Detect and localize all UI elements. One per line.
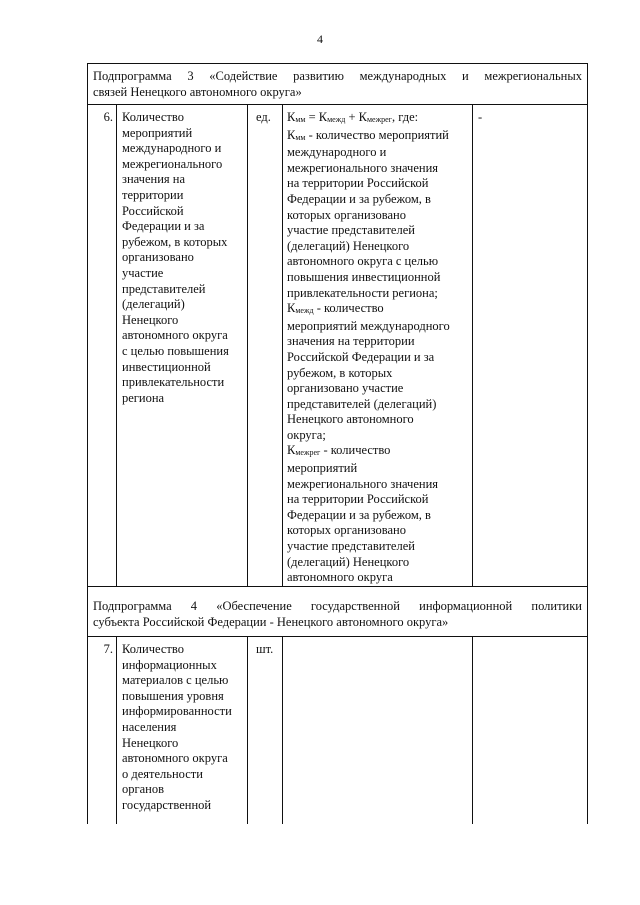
row6-name-line: представителей bbox=[122, 281, 206, 296]
formula-eq: = К bbox=[305, 110, 328, 124]
table-divider-sub3 bbox=[87, 104, 588, 105]
row6-number: 6. bbox=[103, 110, 113, 124]
row6-formula-description-line: автономного округа bbox=[287, 570, 393, 585]
row6-name-line: Федерации и за bbox=[122, 219, 205, 234]
row6-name-line: территории bbox=[122, 187, 184, 202]
formula-sub-mm: мм bbox=[295, 115, 306, 124]
row7-unit: шт. bbox=[256, 642, 274, 656]
row7-name-line: повышения уровня bbox=[122, 688, 224, 703]
row7-name-line: Ненецкого bbox=[122, 735, 179, 750]
row6-col-divider-formula bbox=[282, 104, 283, 586]
row6-name-line: мероприятий bbox=[122, 125, 193, 140]
row6-formula-description-line: Федерации и за рубежом, в bbox=[287, 191, 431, 206]
formula-plus: + К bbox=[345, 110, 367, 124]
row7-indicator-name bbox=[122, 642, 246, 814]
row6-col-divider-unit bbox=[247, 104, 248, 586]
row7-name-line: материалов с целью bbox=[122, 673, 229, 688]
subprogram-3-line-1: Подпрограмма 3 «Содействие развитию международных и межрегиональных bbox=[93, 69, 582, 83]
subprogram-3-heading bbox=[93, 69, 582, 100]
row6-formula-description-line: которых организовано bbox=[287, 207, 406, 222]
row6-formula bbox=[287, 110, 471, 586]
row7-name-line: о деятельности bbox=[122, 766, 203, 781]
row6-name-line: значения на bbox=[122, 172, 186, 187]
row6-formula-description-line: Российской Федерации и за bbox=[287, 349, 435, 364]
row6-formula-description-line: международного и bbox=[287, 145, 387, 160]
row6-formula-description-line: организовано участие bbox=[287, 381, 404, 396]
row7-number: 7. bbox=[103, 642, 113, 656]
subprogram-4-line-2: субъекта Российской Федерации - Ненецкого автономного округа» bbox=[93, 614, 449, 629]
row6-formula-description-line: (делегаций) Ненецкого bbox=[287, 238, 410, 253]
table-border-right bbox=[587, 63, 588, 824]
row7-name-line: государственной bbox=[122, 797, 212, 812]
row6-formula-description-line: участие представителей bbox=[287, 223, 415, 238]
row7-name-line: населения bbox=[122, 719, 177, 734]
row6-extra-value: - bbox=[478, 110, 483, 124]
row7-col-divider-formula bbox=[282, 636, 283, 824]
row6-name-line: региона bbox=[122, 390, 165, 405]
row6-formula-description bbox=[287, 128, 471, 586]
row6-formula-description-line: участие представителей bbox=[287, 539, 415, 554]
subprogram-4-heading bbox=[93, 599, 582, 630]
row6-name-line: Количество bbox=[122, 110, 184, 124]
row6-name-line: инвестиционной bbox=[122, 359, 211, 374]
formula-sub-mezhd: межд bbox=[327, 115, 346, 124]
row6-formula-description-line: повышения инвестиционной bbox=[287, 269, 441, 284]
subprogram-4-line-1: Подпрограмма 4 «Обеспечение государственной информационной политики bbox=[93, 599, 582, 613]
row6-formula-description-line: автономного округа с целью bbox=[287, 254, 439, 269]
row7-name-line: автономного округа bbox=[122, 751, 228, 766]
row6-formula-description-line: значения на территории bbox=[287, 334, 415, 349]
row6-formula-description-line: Кмм - количество мероприятий bbox=[287, 127, 449, 142]
row7-name-line: органов bbox=[122, 782, 165, 797]
row7-name-line: Количество bbox=[122, 642, 184, 656]
page-number: 4 bbox=[317, 32, 323, 46]
row7-name-line: информированности bbox=[122, 704, 232, 719]
table-border-left bbox=[87, 63, 88, 824]
subprogram-3-line-2: связей Ненецкого автономного округа» bbox=[93, 84, 302, 99]
row6-name-line: межрегионального bbox=[122, 156, 223, 171]
row6-formula-description-line: привлекательности региона; bbox=[287, 285, 438, 300]
row6-formula-description-line: межрегионального значения bbox=[287, 476, 439, 491]
row6-name-line: Ненецкого bbox=[122, 312, 179, 327]
row6-col-divider-extra bbox=[472, 104, 473, 586]
row6-name-line: рубежом, в которых bbox=[122, 234, 228, 249]
row6-formula-description-line: на территории Российской bbox=[287, 176, 429, 191]
row6-name-line: автономного округа bbox=[122, 328, 228, 343]
row6-formula-description-line: Федерации и за рубежом, в bbox=[287, 507, 431, 522]
row6-formula-description-line: (делегаций) Ненецкого bbox=[287, 554, 410, 569]
table-divider-sub4 bbox=[87, 636, 588, 637]
row6-formula-description-line: которых организовано bbox=[287, 523, 406, 538]
row6-name-line: Российской bbox=[122, 203, 184, 218]
table-divider-row6-end bbox=[87, 586, 588, 587]
row6-name-line: с целью повышения bbox=[122, 343, 229, 358]
row6-formula-description-line: рубежом, в которых bbox=[287, 365, 393, 380]
row6-formula-line bbox=[287, 110, 471, 128]
row6-formula-description-line: мероприятий международного bbox=[287, 318, 450, 333]
formula-sub-mezhreg: межрег bbox=[366, 115, 392, 124]
row7-col-divider-unit bbox=[247, 636, 248, 824]
row7-col-divider-name bbox=[116, 636, 117, 824]
row6-name-line: участие bbox=[122, 265, 164, 280]
row6-formula-description-line: Кмежрег - количество bbox=[287, 443, 391, 458]
row6-unit: ед. bbox=[256, 110, 271, 124]
row6-name-line: (делегаций) bbox=[122, 297, 185, 312]
row6-name-line: международного и bbox=[122, 141, 222, 156]
row6-formula-description-line: Кмежд - количество bbox=[287, 301, 384, 316]
row6-formula-description-line: представителей (делегаций) bbox=[287, 396, 437, 411]
formula-tail: , где: bbox=[391, 110, 419, 124]
table-border-top bbox=[87, 63, 588, 64]
formula-k: К bbox=[287, 110, 296, 124]
row7-name-line: информационных bbox=[122, 657, 217, 672]
row6-formula-description-line: мероприятий bbox=[287, 461, 358, 476]
row6-formula-description-line: межрегионального значения bbox=[287, 160, 439, 175]
row6-formula-description-line: округа; bbox=[287, 427, 326, 442]
row6-col-divider-name bbox=[116, 104, 117, 586]
row6-indicator-name bbox=[122, 110, 246, 406]
row6-formula-description-line: Ненецкого автономного bbox=[287, 412, 414, 427]
row6-name-line: организовано bbox=[122, 250, 194, 265]
row7-col-divider-extra bbox=[472, 636, 473, 824]
row6-name-line: привлекательности bbox=[122, 375, 225, 390]
row6-formula-description-line: на территории Российской bbox=[287, 492, 429, 507]
